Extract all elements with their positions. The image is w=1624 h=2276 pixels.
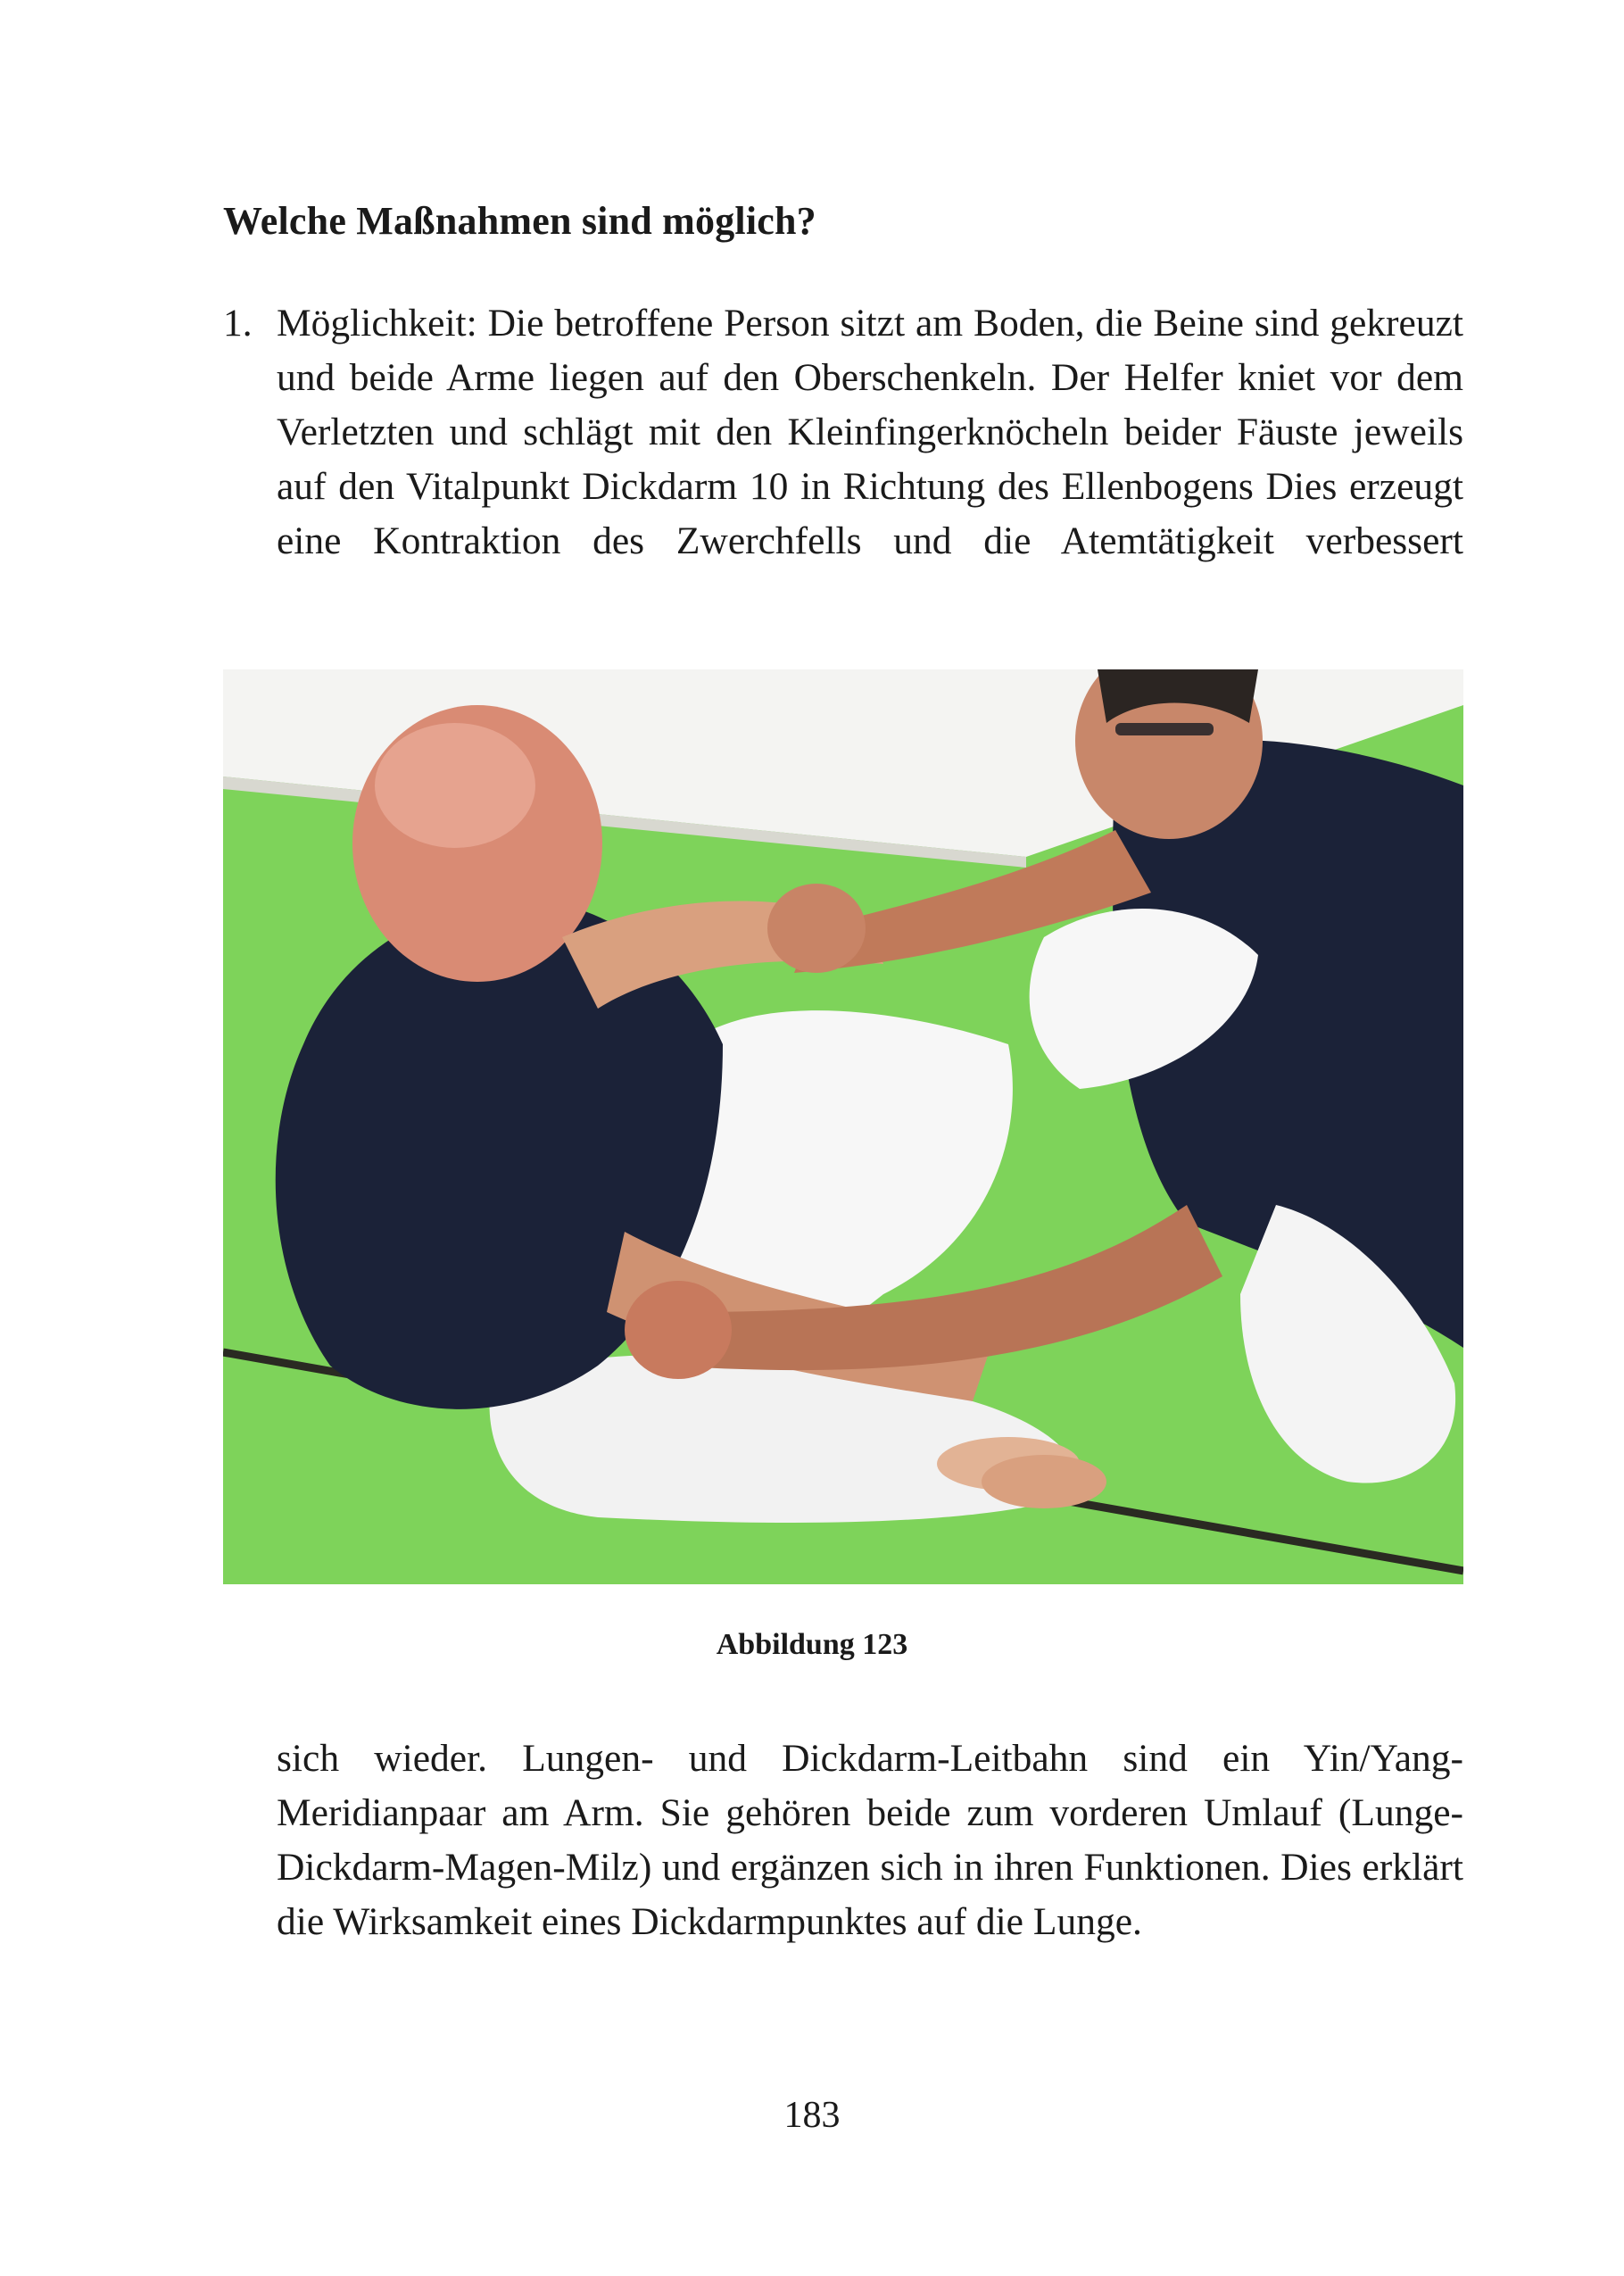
photo-illustration — [223, 669, 1463, 1584]
page-number: 183 — [783, 2095, 841, 2136]
foot-right — [982, 1455, 1106, 1508]
section-heading: Welche Maßnahmen sind möglich? — [223, 199, 816, 243]
fist-upper — [767, 884, 866, 973]
figure-caption: Abbildung 123 — [716, 1628, 908, 1661]
head-highlight — [375, 723, 535, 848]
body-paragraph: sich wieder. Lungen- und Dickdarm-Leitbahn sind ein Yin/Yang-Meridianpaar am Arm. Sie gehören beide zum vorderen Umlauf (Lunge-Dickdarm-Magen-Milz) und ergänzen sich in ihren Funktionen. Dies erklärt die Wirksamkeit eines Dickdarmpunktes auf die Lunge. — [277, 1737, 1463, 1943]
list-item-text: Möglichkeit: Die betroffene Person sitzt am Boden, die Beine sind gekreuzt und beide Arme liegen auf den Oberschenkeln. Der Helfer kniet vor dem Verletzten und schlägt mit den Kleinfingerknöcheln beider Fäuste jeweils auf den Vitalpunkt Dickdarm 10 in Richtung des Ellenbogens Dies erzeugt eine Kontraktion des Zwerchfells und die Atemtätigkeit verbessert — [277, 302, 1463, 562]
glasses-helper — [1115, 723, 1214, 735]
photo-figure — [223, 669, 1463, 1584]
fist-lower — [625, 1281, 732, 1379]
list-number: 1. — [223, 302, 253, 345]
